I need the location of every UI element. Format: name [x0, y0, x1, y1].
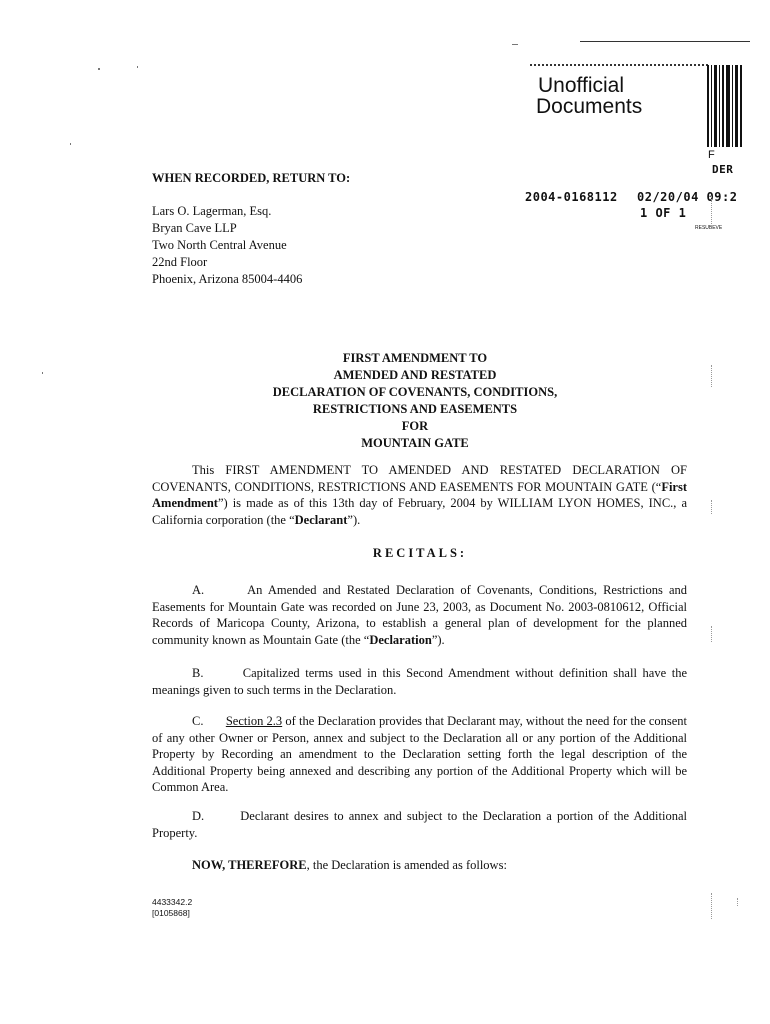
title-line: RESTRICTIONS AND EASEMENTS: [312, 402, 518, 416]
recital-b: [152, 665, 687, 698]
footer-line: 4433342.2: [152, 897, 193, 907]
record-page-info: 1 OF 1: [640, 206, 687, 220]
scan-dots: [737, 898, 739, 906]
title-line: AMENDED AND RESTATED: [333, 368, 497, 382]
stamp-unofficial: Unofficial: [538, 74, 624, 97]
recital-text: An Amended and Restated Declaration of Covenants, Conditions, Restrictions and Easements for Mountain Gate was recorded on June 23, 2003, as Document No. 2003-0810612, Official Records of Maricopa County, Arizona, to establish a general plan of development for the planned community known as Mountain Gate (the “: [152, 583, 687, 647]
title-line: MOUNTAIN GATE: [361, 436, 469, 450]
recital-letter: C.: [192, 714, 204, 728]
document-title: [180, 350, 650, 452]
address-line: Bryan Cave LLP: [152, 221, 237, 235]
stamp-small-code: RESUBEVE: [695, 225, 723, 231]
barcode-image: [707, 65, 743, 147]
intro-text: This FIRST AMENDMENT TO AMENDED AND RESTATED DECLARATION OF COVENANTS, CONDITIONS, RESTRICTIONS AND EASEMENTS FOR MOUNTAIN GATE (“: [152, 463, 687, 494]
document-footer-id: [152, 897, 192, 919]
stamp-documents: Documents: [536, 95, 643, 118]
intro-defined-term: Declarant: [294, 512, 348, 527]
recital-text: Declarant desires to annex and subject to the Declaration a portion of the Additional Property.: [152, 809, 687, 840]
intro-defined-term: First Amendment: [152, 479, 687, 511]
return-to-heading: WHEN RECORDED, RETURN TO:: [152, 171, 351, 185]
now-therefore-paragraph: [192, 857, 692, 874]
scan-speck: [98, 68, 100, 70]
return-to-address: [152, 203, 302, 288]
now-therefore-lead: NOW, THEREFORE: [192, 858, 307, 872]
address-line: Lars O. Lagerman, Esq.: [152, 204, 272, 218]
footer-line: [0105868]: [152, 908, 190, 918]
scan-dots: [711, 196, 713, 224]
recital-letter: A.: [192, 583, 205, 597]
recital-letter: D.: [192, 809, 205, 823]
recital-c: [152, 713, 687, 796]
intro-text: ”).: [347, 512, 361, 527]
recitals-heading: RECITALS:: [372, 546, 468, 560]
scan-speck: [42, 372, 43, 374]
scan-speck: [137, 66, 138, 68]
stamp-dotted-rule: [530, 64, 708, 68]
address-line: Two North Central Avenue: [152, 238, 287, 252]
recital-d: [152, 808, 687, 841]
address-line: 22nd Floor: [152, 255, 208, 269]
recital-letter: B.: [192, 666, 204, 680]
header-rule: [580, 41, 750, 42]
stamp-side-letter: F: [708, 149, 715, 161]
scan-speck: [512, 44, 518, 45]
record-datetime: 02/20/04 09:2: [637, 190, 738, 204]
recital-text: ”).: [431, 632, 445, 647]
recital-text: Capitalized terms used in this Second Amendment without definition shall have the meanings given to such terms in the Declaration.: [152, 666, 687, 697]
scan-dots: [711, 500, 713, 514]
section-reference: Section 2.3: [225, 714, 283, 728]
scan-dots: [711, 365, 713, 387]
recital-text: of the Declaration provides that Declarant may, without the need for the consent of any other Owner or Person, annex and subject to the Declaration all or any portion of the Additional Property by Recording an amendment to the Declaration setting forth the legal description of the Additional Property being annexed and describing any portion of the Additional Property which will be Common Area.: [152, 714, 688, 795]
recital-a: [152, 582, 687, 648]
scan-dots: [711, 893, 713, 919]
recital-defined-term: Declaration: [369, 632, 432, 647]
address-line: Phoenix, Arizona 85004-4406: [152, 272, 303, 286]
now-therefore-text: , the Declaration is amended as follows:: [306, 858, 507, 872]
intro-paragraph: [152, 462, 687, 528]
stamp-side-code: DER: [712, 163, 734, 176]
title-line: FOR: [401, 419, 429, 433]
title-line: FIRST AMENDMENT TO: [342, 351, 488, 365]
record-number: 2004-0168112: [525, 190, 618, 204]
title-line: DECLARATION OF COVENANTS, CONDITIONS,: [272, 385, 558, 399]
scan-speck: [70, 143, 71, 145]
scan-dots: [711, 626, 713, 642]
intro-text: ”) is made as of this 13th day of February, 2004 by WILLIAM LYON HOMES, INC., a California corporation (the “: [152, 496, 687, 527]
